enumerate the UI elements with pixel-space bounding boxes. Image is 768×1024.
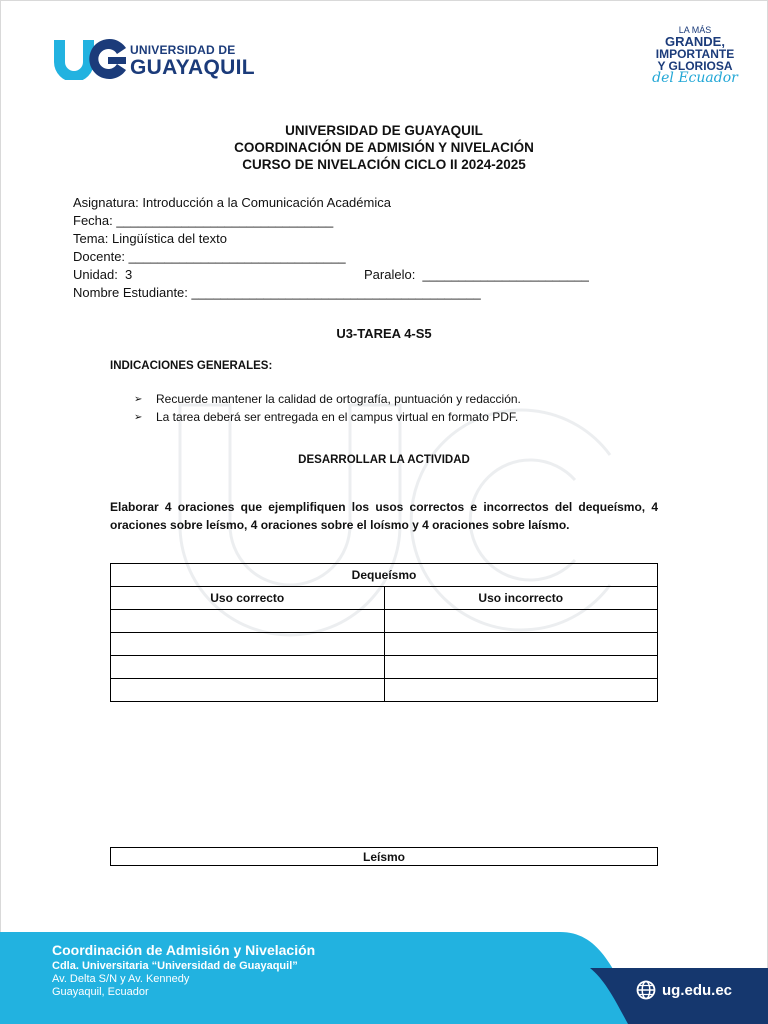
docente-field: Docente: ______________________________: [73, 249, 346, 264]
table-cell[interactable]: [384, 633, 658, 656]
list-item: [134, 390, 521, 408]
actividad-heading: DESARROLLAR LA ACTIVIDAD: [298, 454, 470, 466]
title-line2: COORDINACIÓN DE ADMISIÓN Y NIVELACIÓN: [234, 140, 534, 155]
footer-line1: Coordinación de Admisión y Nivelación: [52, 942, 316, 958]
arrow-bullet-icon: ➢: [134, 411, 143, 423]
unidad-field: Unidad: 3: [73, 267, 133, 282]
table-title: Dequeísmo: [111, 564, 658, 587]
table-row: [111, 633, 658, 656]
asignatura-field: Asignatura: Introducción a la Comunicación Académica: [73, 195, 391, 210]
globe-icon: [636, 980, 656, 1000]
table-cell[interactable]: [384, 610, 658, 633]
leismo-table: [110, 847, 658, 866]
fecha-field: Fecha: ______________________________: [73, 213, 334, 228]
logo-text-line1: UNIVERSIDAD DE: [130, 43, 236, 57]
indicaciones-heading: INDICACIONES GENERALES:: [110, 360, 273, 372]
actividad-instruccion: Elaborar 4 oraciones que ejemplifiquen los usos correctos e incorrectos del dequeísmo, 4 oraciones sobre leísmo, 4 oraciones sobre el loísmo y 4 oraciones sobre laísmo.: [110, 500, 658, 532]
list-item-text: Recuerde mantener la calidad de ortografía, puntuación y redacción.: [156, 392, 521, 406]
list-item: [134, 408, 521, 426]
slogan-line2: GRANDE,: [665, 34, 725, 49]
slogan-line4: Y GLORIOSA: [657, 59, 733, 73]
footer-website-text[interactable]: ug.edu.ec: [662, 981, 733, 999]
table-cell[interactable]: [111, 656, 385, 679]
table-cell[interactable]: [384, 656, 658, 679]
table-cell[interactable]: [111, 679, 385, 702]
footer-website[interactable]: [636, 980, 732, 1000]
indicaciones-list: [134, 390, 521, 426]
footer-line2: Cdla. Universitaria “Universidad de Guayaquil”: [52, 960, 298, 972]
table-row: [111, 679, 658, 702]
column-header: Uso correcto: [111, 587, 385, 610]
arrow-bullet-icon: ➢: [134, 393, 143, 405]
tema-field: Tema: Lingüística del texto: [73, 231, 227, 246]
footer-address: [52, 944, 315, 999]
footer-line3: Av. Delta S/N y Av. Kennedy: [52, 973, 190, 985]
slogan-line5: del Ecuador: [652, 70, 738, 86]
tarea-heading: U3-TAREA 4-S5: [336, 326, 432, 341]
column-header: Uso incorrecto: [384, 587, 658, 610]
title-line3: CURSO DE NIVELACIÓN CICLO II 2024-2025: [242, 157, 526, 172]
footer-line4: Guayaquil, Ecuador: [52, 986, 149, 998]
logo-text-line2: GUAYAQUIL: [130, 56, 255, 79]
slogan: [650, 26, 740, 85]
slogan-line3: IMPORTANTE: [655, 47, 735, 61]
slogan-line1: LA MÁS: [678, 25, 712, 35]
paralelo-field: Paralelo: _______________________: [364, 267, 589, 282]
table-row: [111, 610, 658, 633]
dequeismo-table: [110, 563, 658, 702]
ug-logo: [52, 38, 255, 82]
list-item-text: La tarea deberá ser entregada en el campus virtual en formato PDF.: [156, 410, 519, 424]
title-line1: UNIVERSIDAD DE GUAYAQUIL: [285, 123, 483, 138]
table-row: [111, 656, 658, 679]
table-title: Leísmo: [111, 848, 658, 866]
document-title: [0, 122, 768, 173]
nombre-estudiante-field: Nombre Estudiante: ________________________________________: [73, 285, 481, 300]
table-cell[interactable]: [384, 679, 658, 702]
ug-logo-mark: [52, 38, 128, 80]
table-cell[interactable]: [111, 610, 385, 633]
table-cell[interactable]: [111, 633, 385, 656]
